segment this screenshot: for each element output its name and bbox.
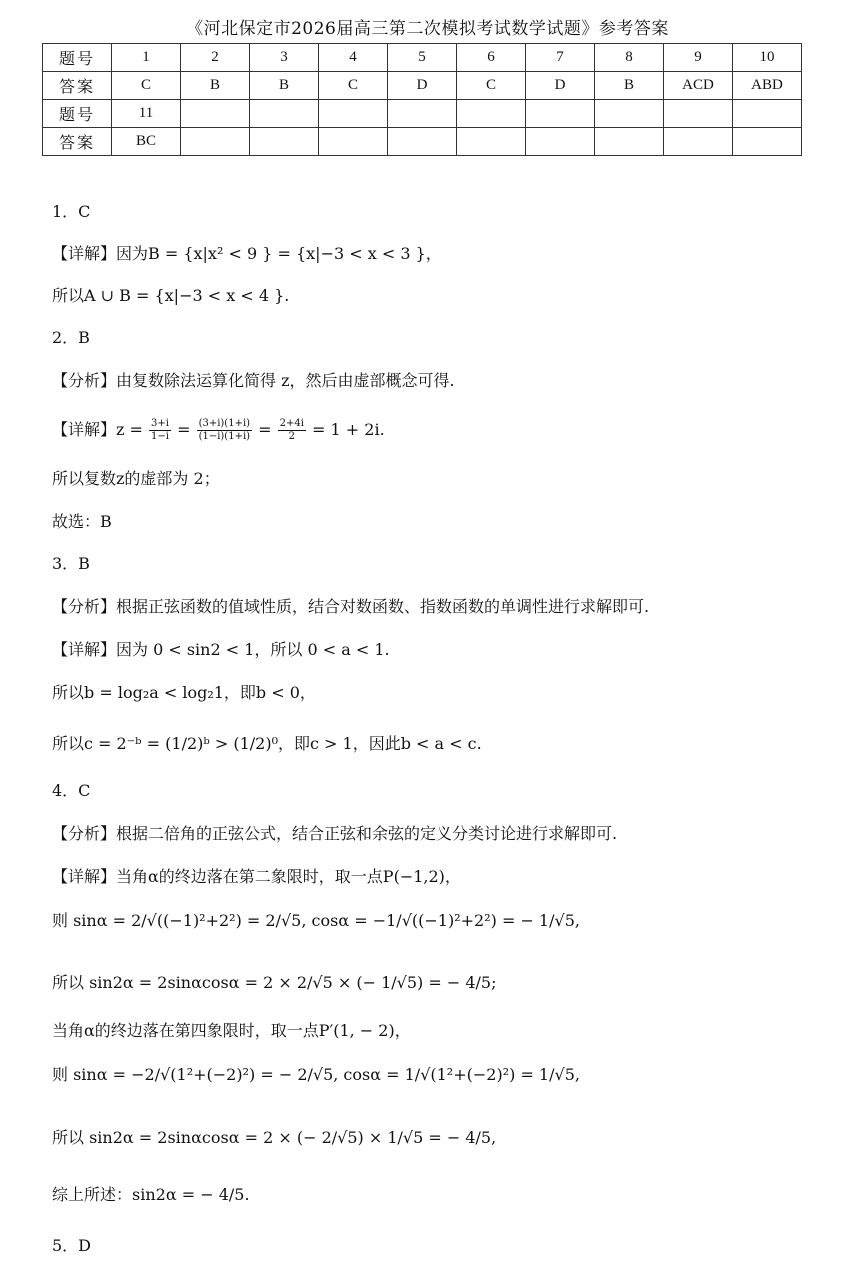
table-cell	[733, 128, 802, 156]
table-cell: D	[388, 72, 457, 100]
table-cell	[181, 128, 250, 156]
table-cell	[388, 128, 457, 156]
section-4-step-5: 所以 sin2α = 2sinαcosα = 2 × (− 2/√5) × 1/√5 = − 4/5,	[52, 1128, 497, 1147]
section-4-step-1: 则 sinα = 2/√((−1)²+2²) = 2/√5, cosα = −1/√((−1)²+2²) = − 1/√5,	[52, 911, 580, 930]
table-cell: ACD	[664, 72, 733, 100]
table-cell: B	[595, 72, 664, 100]
table-cell	[595, 128, 664, 156]
section-4-analysis: 【分析】根据二倍角的正弦公式，结合正弦和余弦的定义分类讨论进行求解即可.	[52, 824, 618, 843]
fraction: $\frac{3+i}{1-i}$	[151, 418, 169, 442]
fraction: $\frac{(3+i)(1+i)}{(1-i)(1+i)}$	[198, 418, 251, 442]
section-1-result: 所以A ∪ B = {x|−3 < x < 4 }.	[52, 286, 290, 305]
section-2-choice: 故选：B	[52, 512, 112, 531]
table-cell	[457, 100, 526, 128]
table-header-cell: 答案	[43, 72, 112, 100]
table-cell: 5	[388, 44, 457, 72]
section-2-detail-lead: 【详解】z =	[52, 420, 143, 439]
section-4-step-3: 当角α的终边落在第四象限时，取一点P′(1, − 2)，	[52, 1021, 411, 1040]
table-cell	[250, 128, 319, 156]
section-2-heading: 2．B	[52, 328, 90, 347]
table-cell: B	[250, 72, 319, 100]
section-2-conclusion: 所以复数z的虚部为 2；	[52, 469, 220, 488]
table-cell	[595, 100, 664, 128]
table-cell: 7	[526, 44, 595, 72]
section-1-heading: 1．C	[52, 202, 91, 221]
table-cell: 6	[457, 44, 526, 72]
table-cell	[664, 100, 733, 128]
section-4-detail: 【详解】当角α的终边落在第二象限时，取一点P(−1,2)，	[52, 867, 461, 886]
section-4-step-4: 则 sinα = −2/√(1²+(−2)²) = − 2/√5, cosα = 1/√(1²+(−2)²) = 1/√5,	[52, 1065, 580, 1084]
table-cell	[664, 128, 733, 156]
section-3-heading: 3．B	[52, 554, 90, 573]
section-3-detail: 【详解】因为 0 < sin2 < 1，所以 0 < a < 1.	[52, 640, 390, 659]
table-cell	[388, 100, 457, 128]
table-row	[43, 100, 802, 128]
table-cell	[526, 128, 595, 156]
table-cell	[319, 100, 388, 128]
table-header-cell: 答案	[43, 128, 112, 156]
table-cell: BC	[112, 128, 181, 156]
table-cell	[457, 128, 526, 156]
section-3-analysis: 【分析】根据正弦函数的值域性质，结合对数函数、指数函数的单调性进行求解即可.	[52, 597, 650, 616]
table-cell: 3	[250, 44, 319, 72]
table-row	[43, 44, 802, 72]
table-cell: C	[319, 72, 388, 100]
table-header-cell: 题号	[43, 44, 112, 72]
table-header-cell: 题号	[43, 100, 112, 128]
table-cell: 8	[595, 44, 664, 72]
table-cell	[319, 128, 388, 156]
table-cell: ABD	[733, 72, 802, 100]
page-title: 《河北保定市2026届高三第二次模拟考试数学试题》参考答案	[186, 19, 669, 39]
section-5-heading: 5．D	[52, 1236, 92, 1255]
table-cell	[250, 100, 319, 128]
table-cell: C	[457, 72, 526, 100]
section-3-result: 所以c = 2⁻ᵇ = (1/2)ᵇ > (1/2)⁰，即c > 1，因此b < a < c.	[52, 734, 482, 753]
table-cell: 2	[181, 44, 250, 72]
section-4-heading: 4．C	[52, 781, 91, 800]
table-cell: 10	[733, 44, 802, 72]
table-cell	[181, 100, 250, 128]
section-2-detail-tail: = 1 + 2i.	[312, 420, 385, 439]
table-cell: B	[181, 72, 250, 100]
table-cell: 11	[112, 100, 181, 128]
section-2-detail: 【详解】z = $\frac{3+i}{1-i}$ = $\frac{(3+i)(1+i)}{(1-i)(1+i)}$ = $\frac{2+4i}{2}$ = 1 + 2i.	[52, 418, 385, 442]
answer-table	[42, 43, 802, 156]
table-cell: D	[526, 72, 595, 100]
section-1-detail: 【详解】因为B = {x|x² < 9 } = {x|−3 < x < 3 }，	[52, 244, 442, 263]
fraction: $\frac{2+4i}{2}$	[279, 418, 304, 442]
table-cell: 9	[664, 44, 733, 72]
table-cell: C	[112, 72, 181, 100]
section-3-step: 所以b = log₂a < log₂1，即b < 0，	[52, 683, 316, 702]
table-row	[43, 72, 802, 100]
section-2-analysis: 【分析】由复数除法运算化简得 z，然后由虚部概念可得.	[52, 371, 455, 390]
table-cell: 1	[112, 44, 181, 72]
table-cell	[733, 100, 802, 128]
section-4-summary: 综上所述：sin2α = − 4/5.	[52, 1185, 250, 1204]
section-4-step-2: 所以 sin2α = 2sinαcosα = 2 × 2/√5 × (− 1/√5) = − 4/5;	[52, 973, 497, 992]
table-cell	[526, 100, 595, 128]
table-cell: 4	[319, 44, 388, 72]
table-row	[43, 128, 802, 156]
